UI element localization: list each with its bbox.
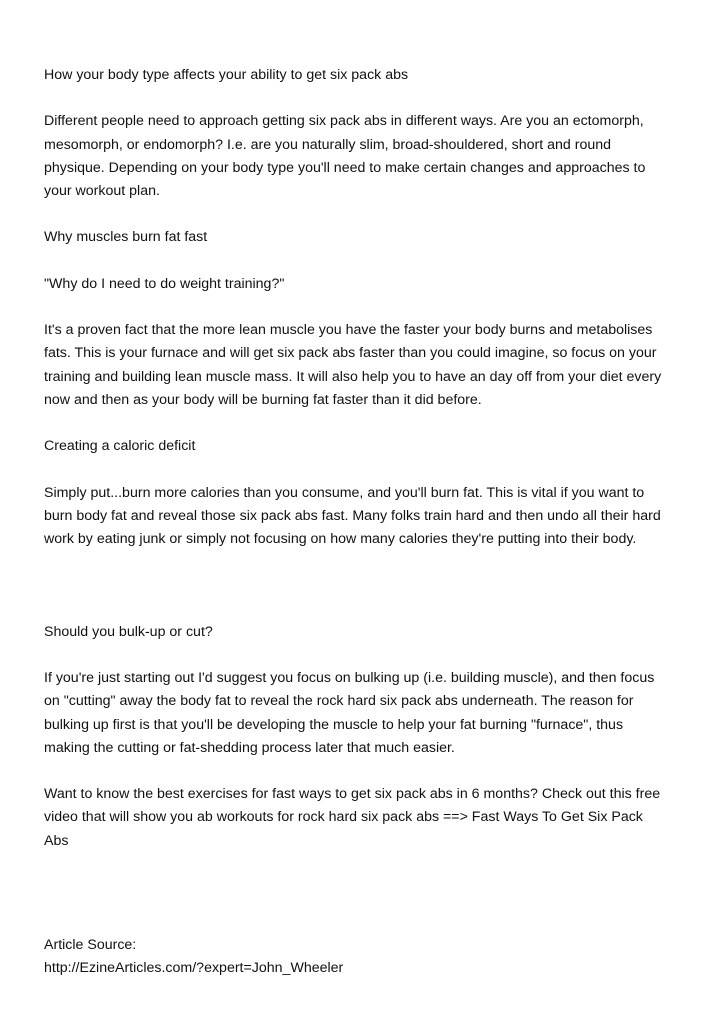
paragraph-line: burn body fat and reveal those six pack abs fast. Many folks train hard and then undo all their hard (44, 507, 661, 524)
spacer (44, 250, 694, 273)
paragraph-line: now and then as your body will be burning fat faster than it did before. (44, 391, 482, 408)
paragraph-line: work by eating junk or simply not focusing on how many calories they're putting into their body. (44, 530, 637, 547)
section-heading-caloric: Creating a caloric deficit (44, 438, 196, 455)
article-page (44, 64, 694, 980)
paragraph-line: making the cutting or fat-shedding process later that much easier. (44, 739, 455, 756)
paragraph-cta (44, 783, 694, 853)
spacer (44, 296, 694, 319)
spacer (44, 644, 694, 667)
paragraph-line: fats. This is your furnace and will get six pack abs faster than you could imagine, so focus on your (44, 345, 657, 362)
spacer (44, 853, 694, 934)
paragraph-line: video that will show you ab workouts for rock hard six pack abs ==> Fast Ways To Get Six Pack (44, 809, 643, 826)
section-heading-muscles: Why muscles burn fat fast (44, 229, 208, 246)
paragraph-bulk (44, 667, 694, 760)
paragraph-caloric (44, 482, 694, 552)
spacer (44, 458, 694, 481)
paragraph-line: Different people need to approach getting six pack abs in different ways. Are you an ectomorph, (44, 113, 644, 130)
paragraph-body-type (44, 110, 694, 203)
paragraph-line: training and building lean muscle mass. It will also help you to have an day off from your diet every (44, 368, 662, 385)
paragraph-line: mesomorph, or endomorph? I.e. are you naturally slim, broad-shouldered, short and round (44, 136, 612, 153)
section-heading-body-type: How your body type affects your ability to get six pack abs (44, 67, 409, 83)
paragraph-line: physique. Depending on your body type you'll need to make certain changes and approaches to (44, 159, 646, 176)
article-source-label: Article Source: (44, 936, 137, 953)
section-heading-bulk: Should you bulk-up or cut? (44, 623, 213, 640)
paragraph-muscles (44, 319, 694, 412)
paragraph-line: on "cutting" away the body fat to reveal the rock hard six pack abs underneath. The reason for (44, 693, 634, 710)
spacer (44, 203, 694, 226)
article-source-url: http://EzineArticles.com/?expert=John_Wheeler (44, 959, 344, 976)
paragraph-line: your workout plan. (44, 183, 160, 199)
quote-weight-training: "Why do I need to do weight training?" (44, 275, 285, 292)
paragraph-line: bulking up first is that you'll be developing the muscle to help your fat burning "furnace", thus (44, 716, 624, 733)
paragraph-line: Want to know the best exercises for fast ways to get six pack abs in 6 months? Check out this free (44, 786, 661, 803)
spacer (44, 87, 694, 110)
spacer (44, 760, 694, 783)
spacer (44, 551, 694, 597)
spacer (44, 598, 694, 621)
paragraph-line: If you're just starting out I'd suggest you focus on bulking up (i.e. building muscle), and then focus (44, 670, 655, 687)
paragraph-line: Abs (44, 832, 69, 849)
spacer (44, 412, 694, 435)
paragraph-line: Simply put...burn more calories than you consume, and you'll burn fat. This is vital if you want to (44, 484, 645, 501)
paragraph-line: It's a proven fact that the more lean muscle you have the faster your body burns and metabolises (44, 322, 653, 339)
